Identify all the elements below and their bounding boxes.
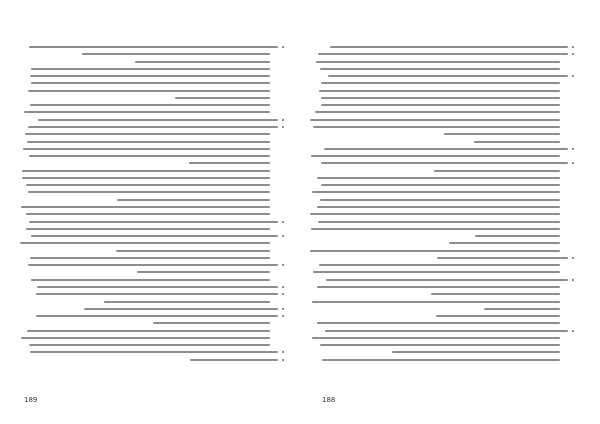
text-line-placeholder	[324, 148, 568, 150]
text-line-placeholder	[20, 242, 270, 244]
text-line-placeholder	[321, 82, 560, 84]
text-line-placeholder	[317, 286, 560, 288]
right-page	[300, 0, 600, 424]
text-line-placeholder	[37, 286, 278, 288]
text-line-placeholder	[29, 344, 270, 346]
text-line-placeholder	[444, 133, 560, 135]
bullet-dot	[572, 53, 574, 55]
text-line-placeholder	[31, 82, 270, 84]
bullet-dot	[282, 119, 284, 121]
text-line-placeholder	[320, 344, 560, 346]
text-line-placeholder	[310, 250, 560, 252]
text-line-placeholder	[313, 126, 560, 128]
bullet-dot	[282, 359, 284, 361]
text-line-placeholder	[320, 68, 560, 70]
page-number: 188	[322, 396, 336, 404]
bullet-dot	[282, 221, 284, 223]
bullet-dot	[282, 315, 284, 317]
text-line-placeholder	[330, 46, 568, 48]
text-line-placeholder	[474, 141, 560, 143]
text-line-placeholder	[316, 61, 560, 63]
text-line-placeholder	[175, 97, 270, 99]
text-line-placeholder	[310, 213, 560, 215]
text-line-placeholder	[322, 359, 560, 361]
text-line-placeholder	[29, 155, 270, 157]
bullet-dot	[282, 308, 284, 310]
text-line-placeholder	[312, 191, 560, 193]
bullet-dot	[282, 235, 284, 237]
text-line-placeholder	[27, 330, 270, 332]
text-line-placeholder	[135, 61, 270, 63]
text-line-placeholder	[137, 271, 270, 273]
text-line-placeholder	[28, 90, 270, 92]
right-text-column	[316, 42, 568, 362]
text-line-placeholder	[26, 228, 270, 230]
text-line-placeholder	[23, 148, 270, 150]
text-line-placeholder	[22, 170, 270, 172]
text-line-placeholder	[328, 75, 568, 77]
text-line-placeholder	[24, 111, 271, 113]
text-line-placeholder	[21, 206, 270, 208]
page-number: 189	[24, 396, 38, 404]
text-line-placeholder	[189, 162, 270, 164]
text-line-placeholder	[116, 250, 270, 252]
text-line-placeholder	[36, 315, 278, 317]
text-line-placeholder	[318, 53, 568, 55]
text-line-placeholder	[434, 170, 560, 172]
text-line-placeholder	[320, 199, 560, 201]
text-line-placeholder	[326, 279, 568, 281]
text-line-placeholder	[28, 264, 278, 266]
text-line-placeholder	[190, 359, 278, 361]
text-line-placeholder	[436, 315, 560, 317]
text-line-placeholder	[315, 111, 560, 113]
text-line-placeholder	[82, 53, 270, 55]
text-line-placeholder	[30, 257, 270, 259]
text-line-placeholder	[30, 75, 270, 77]
bullet-dot	[572, 279, 574, 281]
text-line-placeholder	[38, 119, 278, 121]
bullet-dot	[282, 351, 284, 353]
bullet-dot	[572, 148, 574, 150]
text-line-placeholder	[22, 177, 270, 179]
text-line-placeholder	[21, 337, 270, 339]
text-line-placeholder	[325, 330, 568, 332]
text-line-placeholder	[117, 199, 270, 201]
text-line-placeholder	[36, 293, 278, 295]
bullet-dot	[282, 293, 284, 295]
bullet-dot	[282, 264, 284, 266]
text-line-placeholder	[319, 90, 560, 92]
text-line-placeholder	[311, 155, 560, 157]
text-line-placeholder	[25, 133, 270, 135]
bullet-dot	[572, 46, 574, 48]
text-line-placeholder	[317, 322, 560, 324]
text-line-placeholder	[431, 293, 560, 295]
text-line-placeholder	[310, 119, 560, 121]
text-line-placeholder	[321, 162, 568, 164]
text-line-placeholder	[321, 97, 560, 99]
text-line-placeholder	[29, 46, 278, 48]
left-text-column	[26, 42, 278, 362]
text-line-placeholder	[313, 271, 560, 273]
text-line-placeholder	[30, 104, 270, 106]
text-line-placeholder	[317, 177, 560, 179]
bullet-dot	[282, 46, 284, 48]
text-line-placeholder	[27, 141, 270, 143]
text-line-placeholder	[319, 264, 560, 266]
text-line-placeholder	[30, 351, 278, 353]
text-line-placeholder	[392, 351, 560, 353]
text-line-placeholder	[484, 308, 560, 310]
text-line-placeholder	[153, 322, 270, 324]
bullet-dot	[282, 286, 284, 288]
text-line-placeholder	[311, 228, 560, 230]
bullet-dot	[572, 330, 574, 332]
text-line-placeholder	[437, 257, 568, 259]
text-line-placeholder	[29, 221, 278, 223]
bullet-dot	[282, 126, 284, 128]
text-line-placeholder	[318, 221, 560, 223]
bullet-dot	[572, 257, 574, 259]
text-line-placeholder	[317, 206, 560, 208]
text-line-placeholder	[28, 126, 278, 128]
text-line-placeholder	[312, 337, 560, 339]
text-line-placeholder	[26, 184, 270, 186]
text-line-placeholder	[31, 235, 278, 237]
bullet-dot	[572, 162, 574, 164]
text-line-placeholder	[31, 279, 270, 281]
text-line-placeholder	[31, 68, 270, 70]
bullet-dot	[572, 75, 574, 77]
text-line-placeholder	[26, 213, 270, 215]
text-line-placeholder	[449, 242, 560, 244]
text-line-placeholder	[312, 301, 560, 303]
text-line-placeholder	[84, 308, 278, 310]
text-line-placeholder	[28, 191, 270, 193]
text-line-placeholder	[104, 301, 270, 303]
text-line-placeholder	[475, 235, 560, 237]
text-line-placeholder	[321, 104, 560, 106]
text-line-placeholder	[321, 184, 560, 186]
